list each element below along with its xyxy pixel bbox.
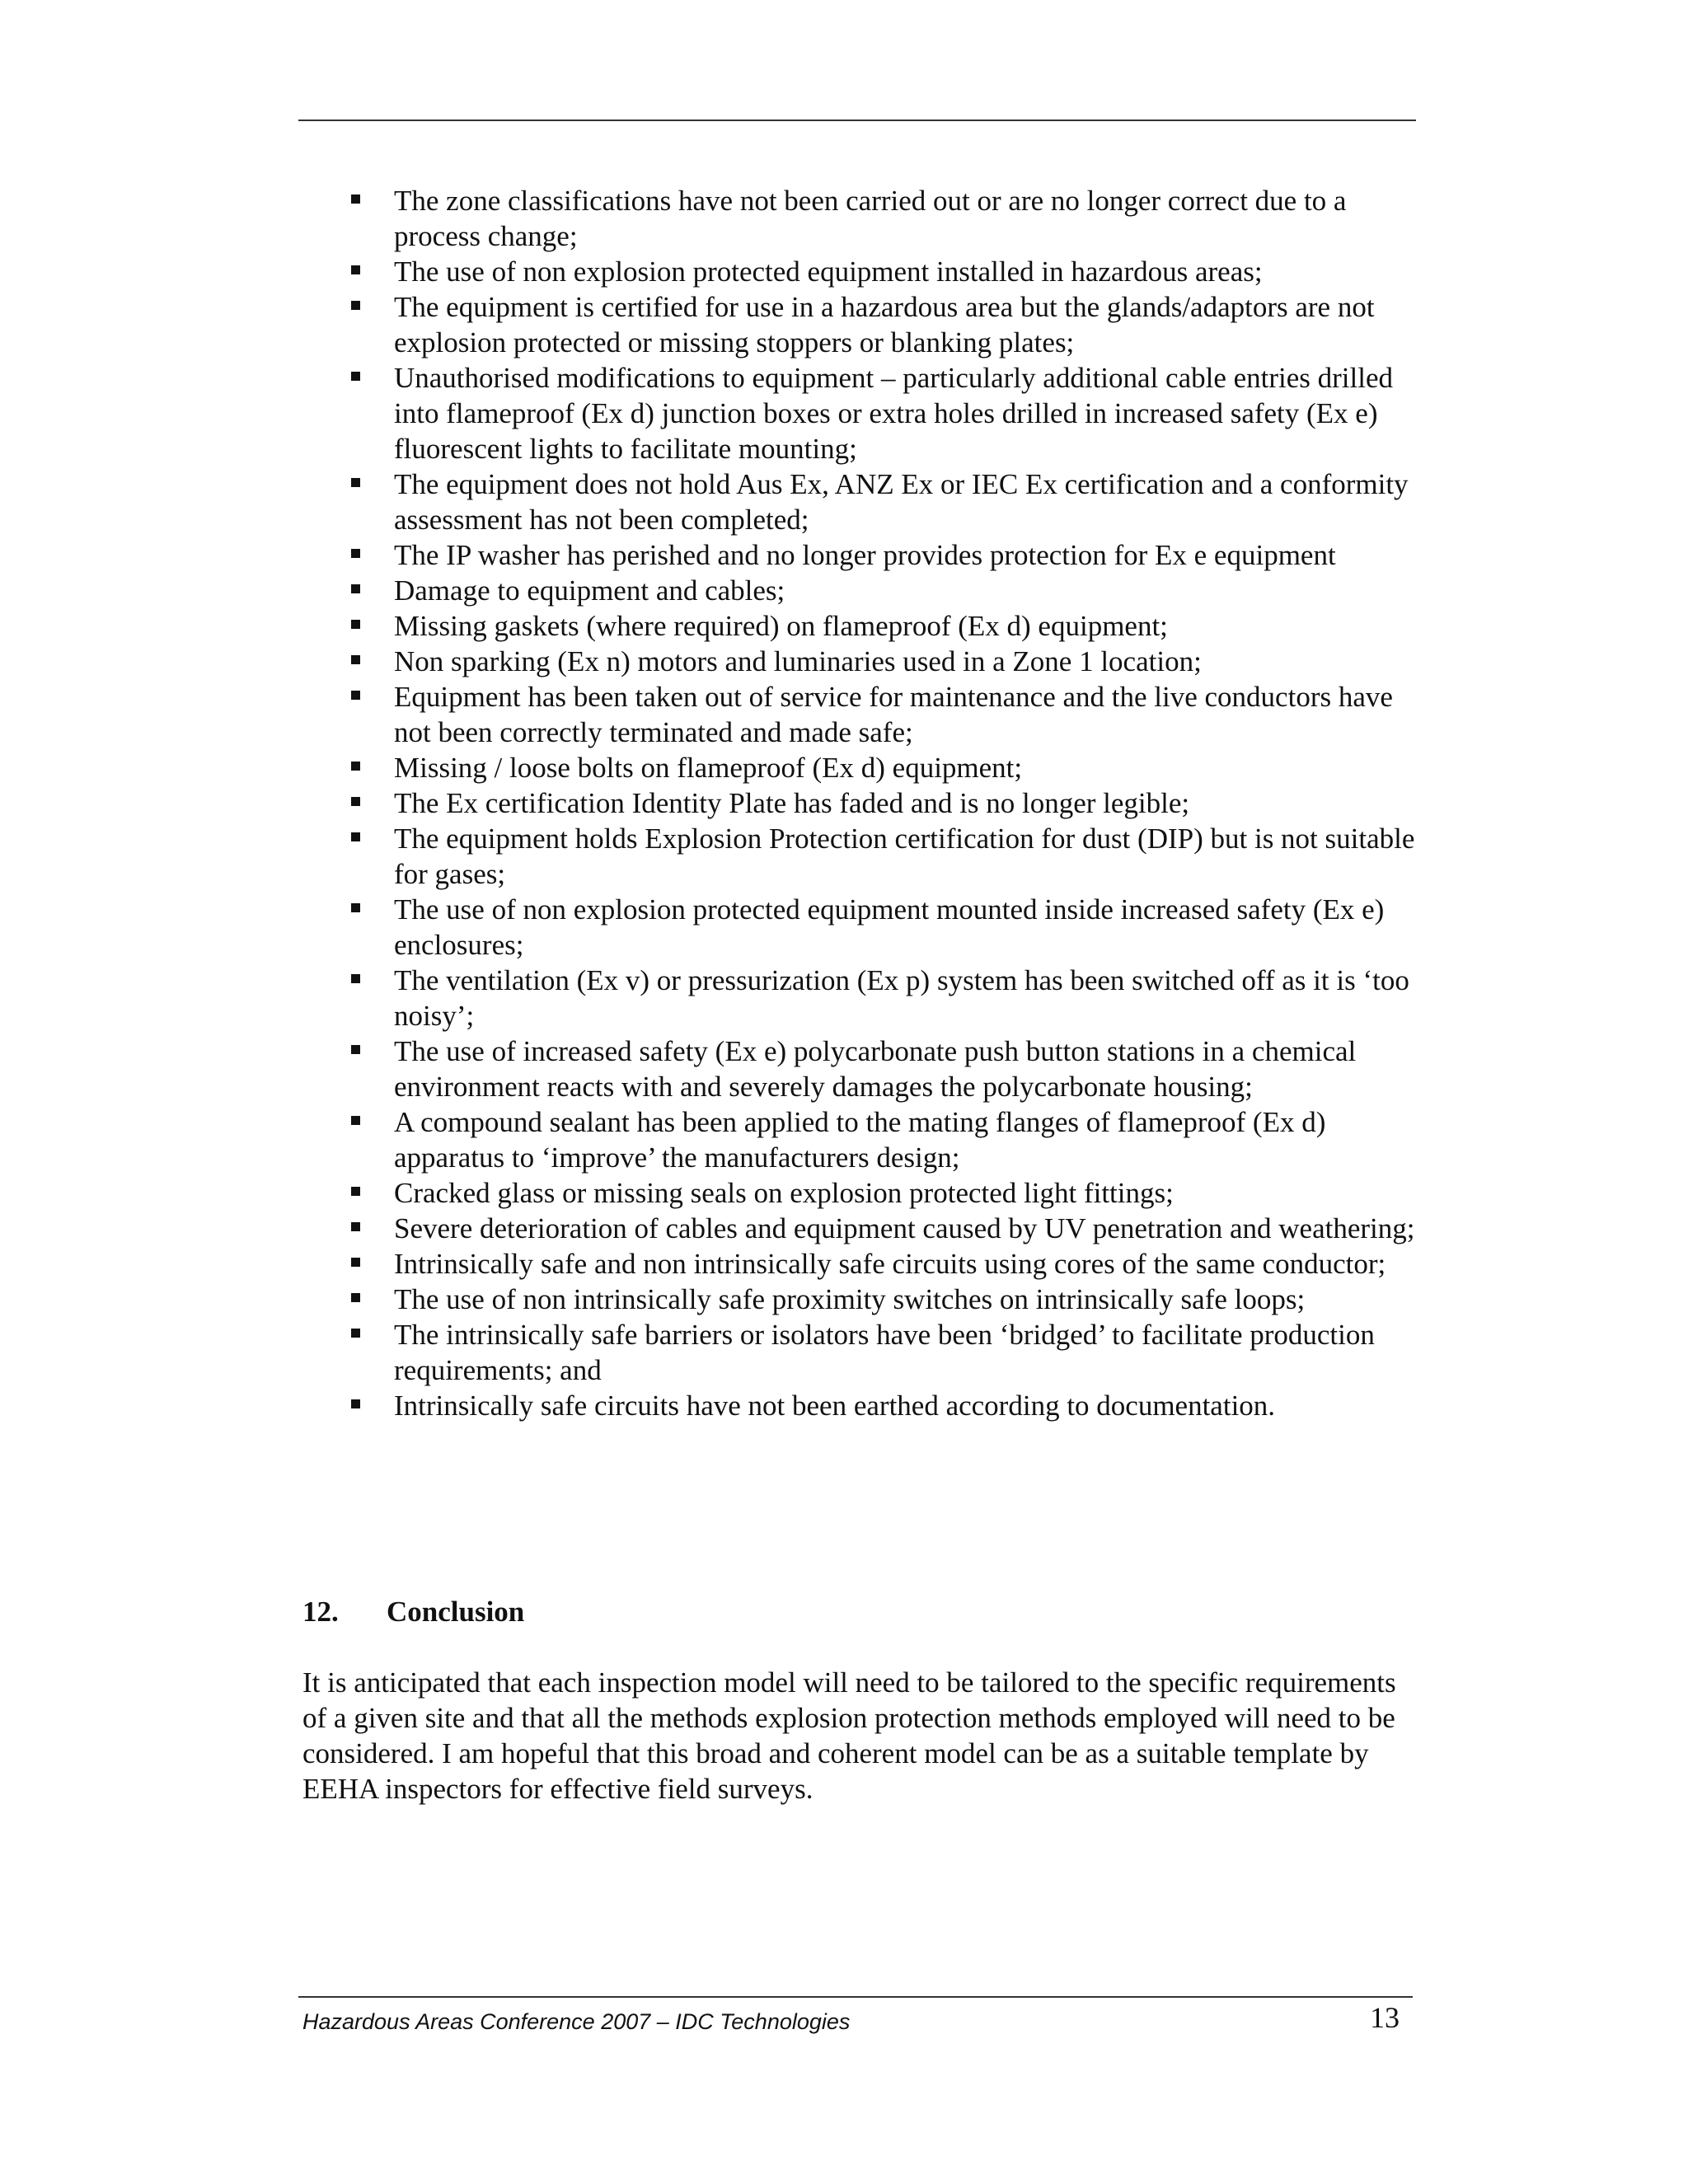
square-bullet-icon (351, 1045, 360, 1054)
bullet-item (346, 785, 1418, 821)
bullet-text: Damage to equipment and cables; (394, 574, 785, 607)
bullet-text: The use of non intrinsically safe proximity switches on intrinsically safe loops; (394, 1283, 1306, 1315)
square-bullet-icon (351, 1258, 360, 1267)
square-bullet-icon (351, 1329, 360, 1338)
bullet-text: The intrinsically safe barriers or isolators have been ‘bridged’ to facilitate production requirements; and (394, 1319, 1375, 1386)
bullet-text: Missing gaskets (where required) on flameproof (Ex d) equipment; (394, 610, 1168, 642)
defect-bullet-list (346, 183, 1418, 1423)
bullet-text: The IP washer has perished and no longer provides protection for Ex e equipment (394, 539, 1336, 571)
bullet-item (346, 537, 1418, 573)
bullet-text: The use of non explosion protected equipment installed in hazardous areas; (394, 255, 1263, 288)
bullet-item (346, 679, 1418, 750)
square-bullet-icon (351, 1222, 360, 1231)
square-bullet-icon (351, 372, 360, 381)
bullet-item (346, 963, 1418, 1033)
bullet-item (346, 1246, 1418, 1282)
bullet-item (346, 289, 1418, 360)
bullet-text: Equipment has been taken out of service for maintenance and the live conductors have not been correctly terminated and made safe; (394, 681, 1393, 748)
bullet-item (346, 750, 1418, 785)
conclusion-paragraph: It is anticipated that each inspection model will need to be tailored to the specific requirements of a given site and that all the methods explosion protection methods employed will need to be considered. I am hopeful that this broad and coherent model can be as a suitable template by EEHA inspectors for effective field surveys. (302, 1666, 1396, 1805)
square-bullet-icon (351, 194, 360, 204)
bullet-text: Intrinsically safe circuits have not been earthed according to documentation. (394, 1390, 1276, 1422)
bullet-item (346, 573, 1418, 608)
bullet-text: The Ex certification Identity Plate has faded and is no longer legible; (394, 787, 1190, 819)
bullet-text: Missing / loose bolts on flameproof (Ex d) equipment; (394, 752, 1023, 784)
square-bullet-icon (351, 1187, 360, 1196)
header-rule (298, 120, 1416, 121)
square-bullet-icon (351, 620, 360, 629)
square-bullet-icon (351, 762, 360, 771)
bullet-item (346, 644, 1418, 679)
square-bullet-icon (351, 478, 360, 487)
bullet-text: The equipment does not hold Aus Ex, ANZ Ex or IEC Ex certification and a conformity assessment has not been completed; (394, 468, 1409, 536)
bullet-text: Intrinsically safe and non intrinsically safe circuits using cores of the same conductor; (394, 1248, 1386, 1280)
bullet-text: Severe deterioration of cables and equipment caused by UV penetration and weathering; (394, 1212, 1415, 1244)
bullet-text: Non sparking (Ex n) motors and luminaries used in a Zone 1 location; (394, 645, 1202, 677)
bullet-item (346, 821, 1418, 892)
bullet-item (346, 1388, 1418, 1423)
footer-text: Hazardous Areas Conference 2007 – IDC Technologies (302, 2009, 851, 2034)
bullet-text: The use of non explosion protected equipment mounted inside increased safety (Ex e) enclosures; (394, 893, 1385, 961)
square-bullet-icon (351, 832, 360, 841)
square-bullet-icon (351, 301, 360, 310)
square-bullet-icon (351, 974, 360, 983)
bullet-item (346, 466, 1418, 537)
bullet-item (346, 892, 1418, 963)
bullet-text: Cracked glass or missing seals on explosion protected light fittings; (394, 1177, 1174, 1209)
footer-rule (298, 1996, 1413, 1998)
bullet-item (346, 1175, 1418, 1211)
bullet-item (346, 360, 1418, 466)
bullet-item (346, 1033, 1418, 1104)
square-bullet-icon (351, 584, 360, 593)
bullet-text: The ventilation (Ex v) or pressurization (Ex p) system has been switched off as it is ‘too noisy’; (394, 964, 1409, 1032)
bullet-item (346, 183, 1418, 254)
bullet-text: The equipment is certified for use in a hazardous area but the glands/adaptors are not explosion protected or missing stoppers or blanking plates; (394, 291, 1375, 359)
square-bullet-icon (351, 691, 360, 700)
square-bullet-icon (351, 797, 360, 806)
square-bullet-icon (351, 1399, 360, 1408)
bullet-item (346, 1317, 1418, 1388)
bullet-item (346, 608, 1418, 644)
square-bullet-icon (351, 1293, 360, 1302)
bullet-text: A compound sealant has been applied to the mating flanges of flameproof (Ex d) apparatus to ‘improve’ the manufacturers design; (394, 1106, 1326, 1174)
bullet-text: The use of increased safety (Ex e) polycarbonate push button stations in a chemical environment reacts with and severely damages the polycarbonate housing; (394, 1035, 1357, 1103)
section-title: Conclusion (387, 1596, 525, 1628)
square-bullet-icon (351, 265, 360, 274)
bullet-item (346, 1282, 1418, 1317)
section-number: 12. (302, 1596, 339, 1628)
square-bullet-icon (351, 1116, 360, 1125)
square-bullet-icon (351, 655, 360, 664)
bullet-item (346, 1104, 1418, 1175)
bullet-text: Unauthorised modifications to equipment – particularly additional cable entries drilled into flameproof (Ex d) junction boxes or extra holes drilled in increased safety (Ex e) fluorescent lights to facilitate mounting; (394, 362, 1394, 465)
bullet-item (346, 1211, 1418, 1246)
square-bullet-icon (351, 549, 360, 558)
bullet-text: The zone classifications have not been carried out or are no longer correct due to a process change; (394, 185, 1347, 252)
page-number: 13 (1370, 2001, 1400, 2034)
section-heading (302, 1594, 524, 1629)
square-bullet-icon (351, 903, 360, 912)
bullet-item (346, 254, 1418, 289)
bullet-text: The equipment holds Explosion Protection certification for dust (DIP) but is not suitable for gases; (394, 823, 1415, 890)
